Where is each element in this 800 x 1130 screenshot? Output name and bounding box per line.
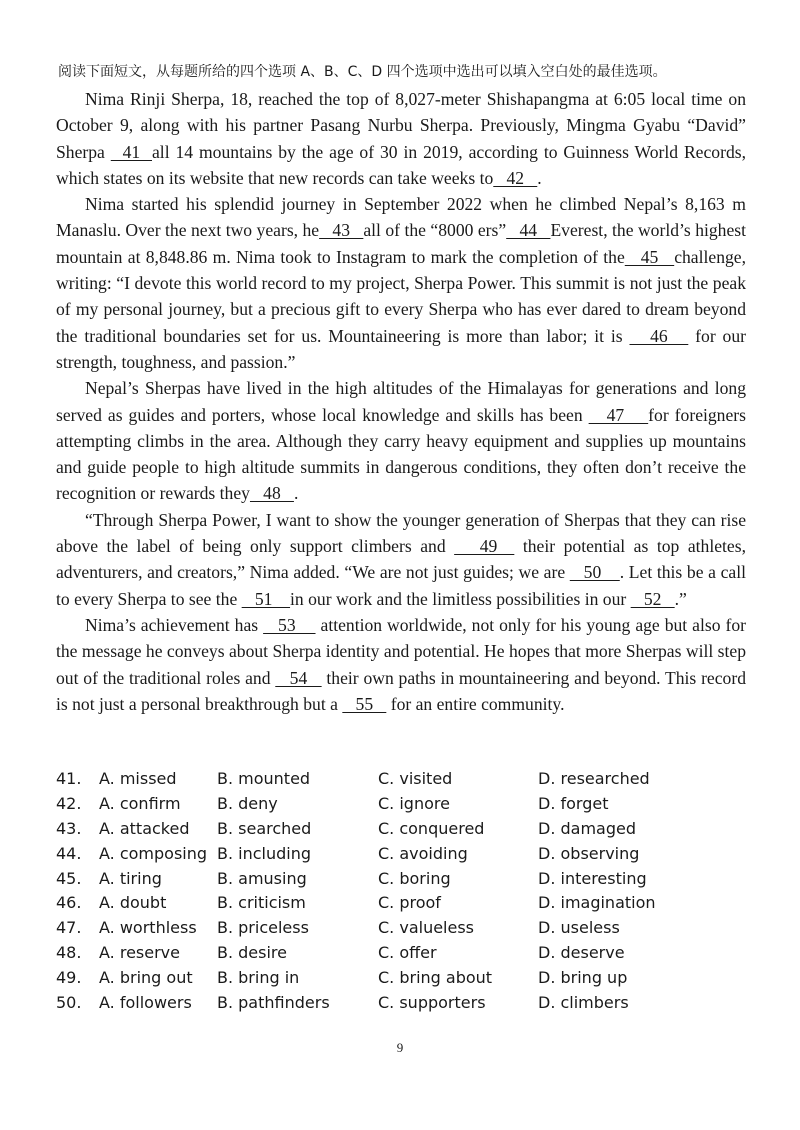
blank-50[interactable]: 50 bbox=[569, 562, 620, 583]
blank-47[interactable]: 47 bbox=[588, 404, 649, 425]
option-a[interactable]: A. worthless bbox=[99, 918, 197, 938]
option-c[interactable]: C. valueless bbox=[378, 918, 475, 938]
option-a[interactable]: A. followers bbox=[99, 993, 192, 1013]
question-number: 43. bbox=[56, 818, 82, 838]
option-a[interactable]: A. reserve bbox=[99, 943, 180, 963]
option-a[interactable]: A. bring out bbox=[99, 968, 193, 988]
option-d[interactable]: D. damaged bbox=[538, 818, 636, 838]
option-d[interactable]: D. forget bbox=[538, 793, 609, 813]
blank-42[interactable]: 42 bbox=[493, 167, 538, 188]
blank-53[interactable]: 53 bbox=[263, 614, 316, 635]
question-number: 45. bbox=[56, 868, 82, 888]
option-c[interactable]: C. conquered bbox=[378, 818, 485, 838]
option-b[interactable]: B. bring in bbox=[217, 968, 300, 988]
blank-46[interactable]: 46 bbox=[629, 325, 689, 346]
question-number: 41. bbox=[56, 769, 82, 788]
option-b[interactable]: B. priceless bbox=[217, 918, 309, 938]
option-row-46 bbox=[56, 893, 756, 918]
option-b[interactable]: B. amusing bbox=[217, 868, 307, 888]
option-d[interactable]: D. deserve bbox=[538, 943, 625, 963]
question-number: 47. bbox=[56, 918, 82, 938]
question-number: 48. bbox=[56, 943, 82, 963]
option-row-49 bbox=[56, 968, 756, 993]
question-number: 44. bbox=[56, 843, 82, 863]
option-c[interactable]: C. avoiding bbox=[378, 843, 468, 863]
option-c[interactable]: C. bring about bbox=[378, 968, 493, 988]
blank-51[interactable]: 51 bbox=[241, 588, 291, 609]
option-d[interactable]: D. interesting bbox=[538, 868, 647, 888]
option-row-42 bbox=[56, 794, 756, 819]
instruction-text: 阅读下面短文，从每题所给的四个选项 A、B、C、D 四个选项中选出可以填入空白处的最佳选项。 bbox=[58, 64, 667, 80]
question-number: 50. bbox=[56, 993, 82, 1013]
blank-52[interactable]: 52 bbox=[630, 588, 675, 609]
option-b[interactable]: B. mounted bbox=[217, 769, 311, 788]
option-c[interactable]: C. visited bbox=[378, 769, 453, 788]
option-row-50 bbox=[56, 993, 756, 1018]
passage-paragraph-1: Nima Rinji Sherpa, 18, reached the top of 8,027-meter Shishapangma at 6:05 local time on October 9, along with his partner Pasang Nurbu Sherpa. Previously, Mingma Gyabu “David” Sherpa 41 all 14 mountains by the age of 30 in 2019, according to Guinness World Records, which states on its website that new records can take weeks to 42 . bbox=[56, 89, 747, 188]
option-b[interactable]: B. desire bbox=[217, 943, 287, 963]
blank-44[interactable]: 44 bbox=[506, 220, 551, 241]
option-c[interactable]: C. supporters bbox=[378, 993, 486, 1013]
option-a[interactable]: A. doubt bbox=[99, 893, 167, 913]
option-b[interactable]: B. criticism bbox=[217, 893, 306, 913]
option-b[interactable]: B. pathfinders bbox=[217, 993, 330, 1013]
question-number: 46. bbox=[56, 893, 82, 913]
blank-45[interactable]: 45 bbox=[624, 246, 675, 267]
option-a[interactable]: A. tiring bbox=[99, 868, 162, 888]
reading-passage bbox=[56, 86, 746, 717]
option-c[interactable]: C. ignore bbox=[378, 793, 450, 813]
option-a[interactable]: A. confirm bbox=[99, 793, 181, 813]
option-d[interactable]: D. bring up bbox=[538, 968, 628, 988]
option-row-45 bbox=[56, 869, 756, 894]
option-b[interactable]: B. deny bbox=[217, 793, 278, 813]
blank-54[interactable]: 54 bbox=[275, 667, 322, 688]
option-c[interactable]: C. proof bbox=[378, 893, 441, 913]
option-b[interactable]: B. searched bbox=[217, 818, 312, 838]
option-d[interactable]: D. useless bbox=[538, 918, 620, 938]
option-row-43 bbox=[56, 819, 756, 844]
option-row-47 bbox=[56, 918, 756, 943]
passage-paragraph-4: “Through Sherpa Power, I want to show the younger generation of Sherpas that they can rise above the label of being only support climbers and 49 their potential as top athletes, adventurers, and creators,” Nima added. “We are not just guides; we are 50 . Let this be a call to every Sherpa to see the 51 in our work and the limitless possibilities in our 52 .” bbox=[56, 509, 746, 609]
option-c[interactable]: C. boring bbox=[378, 868, 451, 888]
option-d[interactable]: D. observing bbox=[538, 843, 640, 863]
option-row-44 bbox=[56, 844, 756, 869]
blank-41[interactable]: 41 bbox=[110, 141, 152, 162]
option-d[interactable]: D. imagination bbox=[538, 893, 656, 913]
option-a[interactable]: A. missed bbox=[99, 769, 177, 788]
option-a[interactable]: A. composing bbox=[99, 843, 208, 863]
option-b[interactable]: B. including bbox=[217, 843, 312, 863]
passage-paragraph-5: Nima’s achievement has 53 attention worldwide, not only for his young age but also for the message he conveys about Sherpa identity and potential. He hopes that more Sherpas will step out of the traditional roles and 54 their own paths in mountaineering and beyond. This record is not just a personal breakthrough but a 55 for an entire community. bbox=[56, 614, 746, 714]
blank-48[interactable]: 48 bbox=[249, 483, 294, 504]
answer-options bbox=[56, 769, 756, 1018]
option-c[interactable]: C. offer bbox=[378, 943, 437, 963]
blank-55[interactable]: 55 bbox=[342, 693, 387, 714]
option-d[interactable]: D. climbers bbox=[538, 993, 629, 1013]
passage-paragraph-3: Nepal’s Sherpas have lived in the high altitudes of the Himalayas for generations and long served as guides and porters, whose local knowledge and skills has been 47 for foreigners attempting climbs in the area. Although they carry heavy equipment and supplies up mountains and guide people to high altitude summits in dangerous conditions, they often don’t receive the recognition or rewards they 48 . bbox=[56, 378, 746, 504]
passage-paragraph-2: Nima started his splendid journey in September 2022 when he climbed Nepal’s 8,163 m Manaslu. Over the next two years, he 43 all of the “8000 ers” 44 Everest, the world’s highest mountain at 8,848.86 m. Nima took to Instagram to mark the completion of the 45 challenge, writing: “I devote this world record to my project, Sherpa Power. This summit is not just the peak of my personal journey, but a precious gift to every Sherpa who has ever dared to dream beyond the traditional boundaries set for us. Mountaineering is more than labor; it is 46 for our strength, toughness, and passion.” bbox=[56, 194, 747, 372]
option-a[interactable]: A. attacked bbox=[99, 818, 190, 838]
question-number: 49. bbox=[56, 968, 82, 988]
option-row-41 bbox=[56, 769, 756, 794]
blank-43[interactable]: 43 bbox=[319, 220, 364, 241]
option-row-48 bbox=[56, 943, 756, 968]
page-number: 9 bbox=[396, 1040, 404, 1055]
option-d[interactable]: D. researched bbox=[538, 769, 650, 788]
question-number: 42. bbox=[56, 793, 82, 813]
blank-49[interactable]: 49 bbox=[454, 536, 515, 557]
